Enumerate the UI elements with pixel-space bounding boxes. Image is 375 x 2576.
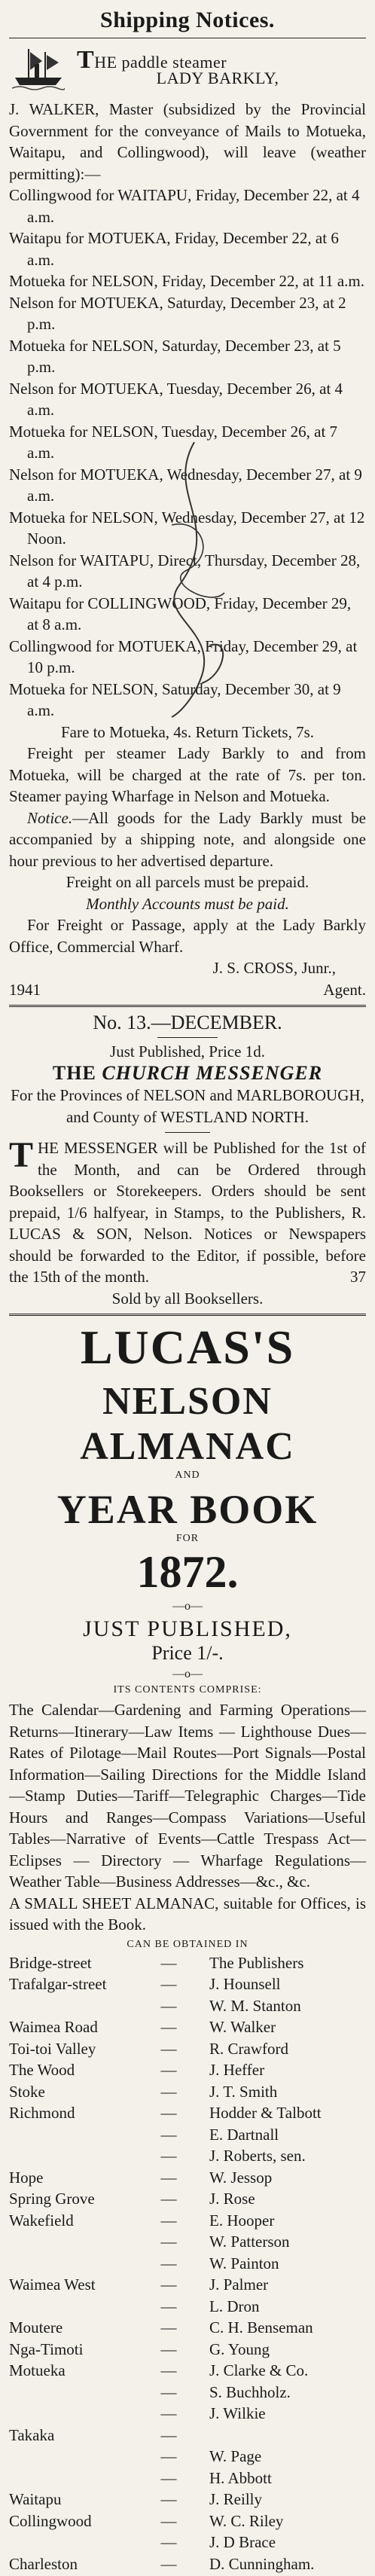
issue-number: No. 13.—DECEMBER. bbox=[9, 1012, 366, 1034]
agent-place bbox=[9, 2126, 137, 2147]
agent-dash: — bbox=[137, 2147, 205, 2169]
almanac-title-3: YEAR BOOK bbox=[9, 1486, 366, 1533]
schedule-entry: Motueka for NELSON, Friday, December 22, at 11 a.m. bbox=[9, 270, 366, 292]
price-line: Just Published, Price 1d. bbox=[9, 1041, 366, 1063]
agent-agent: E. Dartnall bbox=[205, 2126, 366, 2147]
agent-dash: — bbox=[137, 2169, 205, 2190]
agent-row bbox=[9, 2426, 366, 2448]
notice-head bbox=[9, 43, 366, 96]
agent-place: Takaka bbox=[9, 2426, 137, 2448]
agent-dash: — bbox=[137, 2061, 205, 2083]
agent-place bbox=[9, 2383, 137, 2405]
agent-agent: C. H. Benseman bbox=[205, 2318, 366, 2340]
agent-agent: J. T. Smith bbox=[205, 2083, 366, 2104]
agent-agent: W. Page bbox=[205, 2447, 366, 2469]
agent-row bbox=[9, 2318, 366, 2340]
agent-place: Motueka bbox=[9, 2361, 137, 2383]
agent-dash: — bbox=[137, 2190, 205, 2211]
section-title: Shipping Notices. bbox=[9, 8, 366, 33]
agent-row bbox=[9, 2254, 366, 2276]
schedule-entry: Waitapu for COLLINGWOOD, Friday, December 29, at 8 a.m. bbox=[9, 593, 366, 636]
agent-place: Richmond bbox=[9, 2104, 137, 2126]
agent-place bbox=[9, 2447, 137, 2469]
steamer-notice bbox=[9, 43, 366, 1000]
agent-row bbox=[9, 1997, 366, 2019]
agent-dash: — bbox=[137, 2254, 205, 2276]
agent-dash: — bbox=[137, 1997, 205, 2019]
almanac-price: Price 1/-. bbox=[9, 1642, 366, 1665]
agent-agent: E. Hooper bbox=[205, 2211, 366, 2233]
agent-agent: J. Wilkie bbox=[205, 2404, 366, 2426]
contents-list: The Calendar—Gardening and Farming Operations—Returns—Itinerary—Law Items — Lighthouse Dues—Rates of Pilotage—Mail Routes—Port Signals—Postal Information—Sailing Directions for the Middle Island—Stamp Duties—Tariff—Telegraphic Charges—Tide Hours and Ranges—Compass Variations—Useful Tables—Narrative of Events—Cattle Trespass Act—Eclipses — Directory — Wharfage Regulations—Weather Table—Business Addresses—&c., &c. bbox=[9, 1699, 366, 1893]
agent-dash: — bbox=[137, 2018, 205, 2040]
ornament-rule: —o— bbox=[9, 1600, 366, 1613]
almanac-for: FOR bbox=[9, 1533, 366, 1545]
agent-dash: — bbox=[137, 2233, 205, 2254]
agent-place: Stoke bbox=[9, 2083, 137, 2104]
agent-dash: — bbox=[137, 2211, 205, 2233]
agent-row bbox=[9, 2297, 366, 2319]
fare-line: Fare to Motueka, 4s. Return Tickets, 7s. bbox=[9, 722, 366, 743]
almanac-and: AND bbox=[9, 1470, 366, 1482]
agent-agent: R. Crawford bbox=[205, 2040, 366, 2062]
agent-row bbox=[9, 2190, 366, 2211]
notice-goods: Notice.—All goods for the Lady Barkly must be accompanied by a shipping note, and alongside one hour previous to her advertised departure. bbox=[9, 807, 366, 872]
messenger-body: THE MESSENGER will be Published for the 1st of the Month, and can be Ordered through Booksellers or Storekeepers. Orders should be sent prepaid, 1/6 halfyear, in Stamps, to the Publishers, R. LUCAS & SON, Nelson. Notices or Newspapers should be forwarded to the Editor, if possible, before the 15th of the month. 37 bbox=[9, 1137, 366, 1288]
agent-dash: — bbox=[137, 2083, 205, 2104]
agent-row bbox=[9, 2126, 366, 2147]
agent-row bbox=[9, 2447, 366, 2469]
agent-agent: S. Buchholz. bbox=[205, 2383, 366, 2405]
agent-dash: — bbox=[137, 2104, 205, 2126]
agent-place: Bridge-street bbox=[9, 1954, 137, 1976]
schedule-entry: Nelson for MOTUEKA, Tuesday, December 26, at 4 a.m. bbox=[9, 378, 366, 421]
agent-place: Wakefield bbox=[9, 2211, 137, 2233]
apply-line: For Freight or Passage, apply at the Lady Barkly Office, Commercial Wharf. bbox=[9, 914, 366, 957]
agent-dash: — bbox=[137, 2126, 205, 2147]
monthly-line: Monthly Accounts must be paid. bbox=[9, 893, 366, 915]
agent-agent: W. Patterson bbox=[205, 2233, 366, 2254]
agent-dash: — bbox=[137, 2447, 205, 2469]
agent-dash: — bbox=[137, 2383, 205, 2405]
notice-paragraph: J. WALKER, Master (subsidized by the Provincial Government for the conveyance of Mails to Motueka, Waitapu, and Collingwood), will leave (weather permitting):— bbox=[9, 99, 366, 185]
schedule-entry: Collingwood for MOTUEKA, Friday, December 29, at 10 p.m. bbox=[9, 636, 366, 679]
agent-place: Moutere bbox=[9, 2318, 137, 2340]
almanac-title-2: NELSON ALMANAC bbox=[9, 1379, 366, 1470]
schedule-entry: Motueka for NELSON, Saturday, December 30, at 9 a.m. bbox=[9, 679, 366, 722]
agent-role: Agent. bbox=[323, 979, 366, 1000]
agent-place: Waimea Road bbox=[9, 2018, 137, 2040]
schedule-entry: Motueka for NELSON, Wednesday, December 27, at 12 Noon. bbox=[9, 507, 366, 550]
agent-row bbox=[9, 2533, 366, 2555]
obtained-heading: CAN BE OBTAINED IN bbox=[9, 1939, 366, 1951]
agent-dash: — bbox=[137, 1954, 205, 1976]
schedule-entry: Waitapu for MOTUEKA, Friday, December 22, at 6 a.m. bbox=[9, 227, 366, 270]
schedule-entry: Motueka for NELSON, Tuesday, December 26, at 7 a.m. bbox=[9, 421, 366, 464]
agent-agent: D. Cunningham. bbox=[205, 2555, 366, 2576]
agent-row bbox=[9, 2512, 366, 2534]
agent-agent: J. Clarke & Co. bbox=[205, 2361, 366, 2383]
agent-row bbox=[9, 1975, 366, 1997]
agent-row bbox=[9, 2018, 366, 2040]
agent-agent: The Publishers bbox=[205, 1954, 366, 1976]
agent-dash: — bbox=[137, 2490, 205, 2512]
agent-agent: J. Rose bbox=[205, 2190, 366, 2211]
agent-row bbox=[9, 2340, 366, 2362]
notice-headline: THE paddle steamer bbox=[77, 46, 366, 75]
agent-row bbox=[9, 2040, 366, 2062]
agent-agent: J. Hounsell bbox=[205, 1975, 366, 1997]
agent-place bbox=[9, 2533, 137, 2555]
agent-place: Waimea West bbox=[9, 2275, 137, 2297]
church-messenger-ad bbox=[9, 1012, 366, 1310]
schedule-entry: Nelson for WAITAPU, Direct, Thursday, December 28, at 4 p.m. bbox=[9, 550, 366, 593]
divider bbox=[9, 1314, 366, 1316]
agent-dash: — bbox=[137, 2426, 205, 2448]
agent-row bbox=[9, 2061, 366, 2083]
divider bbox=[9, 1005, 366, 1007]
agent-agent: J. D Brace bbox=[205, 2533, 366, 2555]
dropcap: T bbox=[9, 1140, 33, 1170]
agent-place: Toi-toi Valley bbox=[9, 2040, 137, 2062]
agents-table bbox=[9, 1954, 366, 2576]
agent-row bbox=[9, 2275, 366, 2297]
dropcap: T bbox=[77, 46, 94, 74]
agent-place: Spring Grove bbox=[9, 2190, 137, 2211]
agent-agent: W. Painton bbox=[205, 2254, 366, 2276]
agent-dash: — bbox=[137, 2340, 205, 2362]
almanac-title-1: LUCAS'S bbox=[9, 1320, 366, 1375]
agent-agent: G. Young bbox=[205, 2340, 366, 2362]
agent-place bbox=[9, 2233, 137, 2254]
agent-agent: Hodder & Talbott bbox=[205, 2104, 366, 2126]
contents-heading: ITS CONTENTS COMPRISE: bbox=[9, 1684, 366, 1696]
agent-dash: — bbox=[137, 2040, 205, 2062]
agent-agent: J. Palmer bbox=[205, 2275, 366, 2297]
just-published: JUST PUBLISHED, bbox=[9, 1616, 366, 1642]
agent-dash: — bbox=[137, 1975, 205, 1997]
sold-line: Sold by all Booksellers. bbox=[9, 1288, 366, 1310]
agent-row bbox=[9, 2147, 366, 2169]
almanac-year: 1872. bbox=[9, 1546, 366, 1598]
almanac-ad bbox=[9, 1320, 366, 2576]
agent-place: Collingwood bbox=[9, 2512, 137, 2534]
agent-row bbox=[9, 2361, 366, 2383]
agent-row bbox=[9, 2211, 366, 2233]
agent-place: Hope bbox=[9, 2169, 137, 2190]
schedule-entry: Nelson for MOTUEKA, Saturday, December 23, at 2 p.m. bbox=[9, 292, 366, 335]
agent-row bbox=[9, 2233, 366, 2254]
agent-agent: J. Reilly bbox=[205, 2490, 366, 2512]
agent-row bbox=[9, 1954, 366, 1976]
steamship-icon bbox=[12, 44, 65, 91]
steamer-name: LADY BARKLY, bbox=[69, 69, 366, 88]
agent-row bbox=[9, 2104, 366, 2126]
ornament-rule: —o— bbox=[9, 1668, 366, 1681]
provinces-line: For the Provinces of NELSON and MARLBOROUGH, and County of WESTLAND NORTH. bbox=[9, 1085, 366, 1128]
agent-dash: — bbox=[137, 2361, 205, 2383]
agent-place: Nga-Timoti bbox=[9, 2340, 137, 2362]
agent-place: The Wood bbox=[9, 2061, 137, 2083]
sheet-almanac-note: A SMALL SHEET ALMANAC, suitable for Offices, is issued with the Book. bbox=[9, 1893, 366, 1936]
agent-place bbox=[9, 2254, 137, 2276]
sailing-schedule bbox=[9, 185, 366, 722]
schedule-entry: Collingwood for WAITAPU, Friday, December 22, at 4 a.m. bbox=[9, 185, 366, 227]
agent-agent: W. Walker bbox=[205, 2018, 366, 2040]
agent-row bbox=[9, 2404, 366, 2426]
agent-dash: — bbox=[137, 2555, 205, 2576]
agent-dash: — bbox=[137, 2512, 205, 2534]
prepaid-line: Freight on all parcels must be prepaid. bbox=[9, 871, 366, 893]
ad-ref: 37 bbox=[350, 1266, 366, 1288]
short-rule bbox=[165, 1132, 210, 1133]
agent-place bbox=[9, 1997, 137, 2019]
agent-agent: W. C. Riley bbox=[205, 2512, 366, 2534]
agent-agent: W. Jessop bbox=[205, 2169, 366, 2190]
agent-place bbox=[9, 2404, 137, 2426]
agent-place bbox=[9, 2469, 137, 2491]
signature-row bbox=[9, 979, 366, 1000]
agent-row bbox=[9, 2169, 366, 2190]
agent-place: Waitapu bbox=[9, 2490, 137, 2512]
schedule-entry: Nelson for MOTUEKA, Wednesday, December 27, at 9 a.m. bbox=[9, 464, 366, 507]
agent-row bbox=[9, 2083, 366, 2104]
agent-row bbox=[9, 2555, 366, 2576]
agent-dash: — bbox=[137, 2318, 205, 2340]
agent-agent bbox=[205, 2426, 366, 2448]
agent-agent: J. Heffer bbox=[205, 2061, 366, 2083]
freight-paragraph: Freight per steamer Lady Barkly to and from Motueka, will be charged at the rate of 7s. per ton. Steamer paying Wharfage in Nelson and Motueka. bbox=[9, 743, 366, 807]
signer: J. S. CROSS, Junr., bbox=[9, 957, 366, 979]
agent-agent: W. M. Stanton bbox=[205, 1997, 366, 2019]
agent-dash: — bbox=[137, 2404, 205, 2426]
newspaper-page bbox=[9, 0, 366, 2576]
schedule-entry: Motueka for NELSON, Saturday, December 23, at 5 p.m. bbox=[9, 335, 366, 378]
agent-row bbox=[9, 2469, 366, 2491]
agent-place: Trafalgar-street bbox=[9, 1975, 137, 1997]
agent-agent: H. Abbott bbox=[205, 2469, 366, 2491]
publication-title: THE CHURCH MESSENGER bbox=[9, 1062, 366, 1085]
agent-place bbox=[9, 2147, 137, 2169]
agent-agent: J. Roberts, sen. bbox=[205, 2147, 366, 2169]
agent-dash: — bbox=[137, 2533, 205, 2555]
agent-dash: — bbox=[137, 2297, 205, 2319]
agent-dash: — bbox=[137, 2275, 205, 2297]
ad-ref: 1941 bbox=[9, 979, 41, 1000]
agent-place bbox=[9, 2297, 137, 2319]
agent-row bbox=[9, 2383, 366, 2405]
agent-agent: L. Dron bbox=[205, 2297, 366, 2319]
short-rule bbox=[157, 1037, 218, 1038]
agent-dash: — bbox=[137, 2469, 205, 2491]
agent-place: Charleston bbox=[9, 2555, 137, 2576]
agent-row bbox=[9, 2490, 366, 2512]
